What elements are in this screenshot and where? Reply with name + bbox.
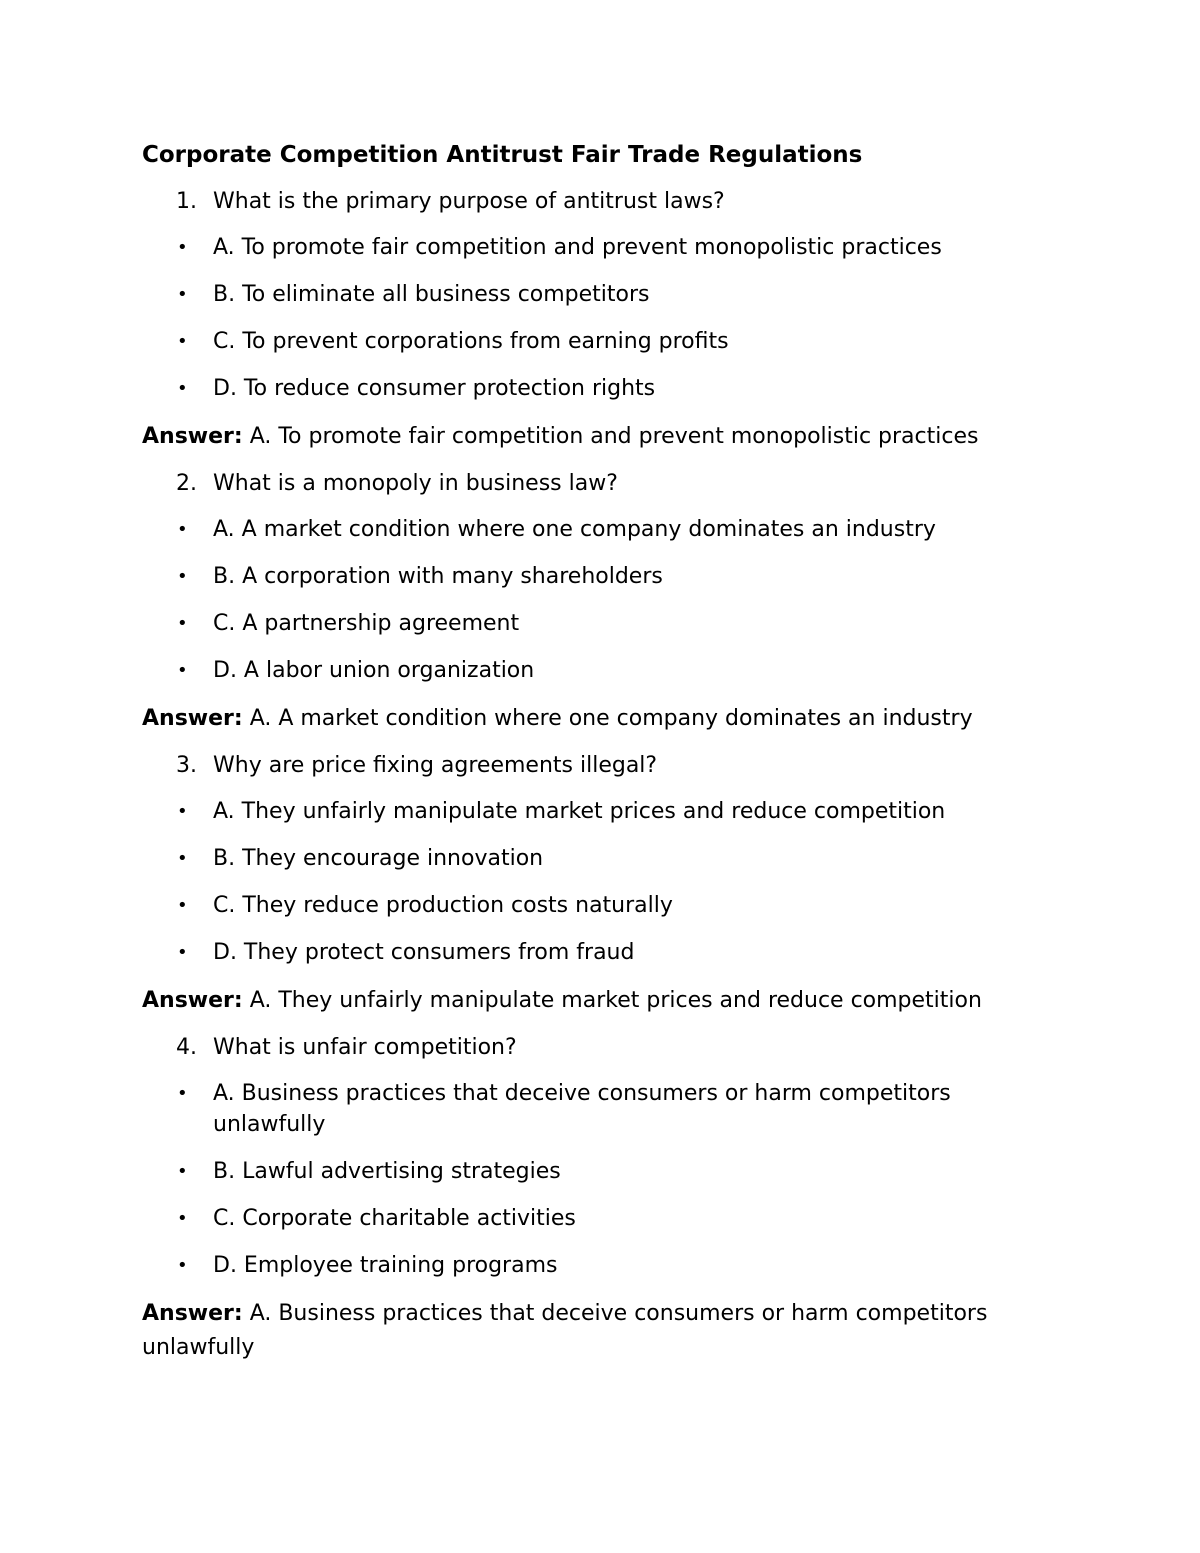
bullet-icon: •	[177, 284, 188, 305]
option	[142, 561, 1062, 592]
option	[142, 796, 1062, 827]
option-text: D. To reduce consumer protection rights	[213, 376, 656, 401]
option-text: B. A corporation with many shareholders	[213, 564, 663, 589]
question-block	[142, 185, 1062, 454]
option	[142, 608, 1062, 639]
answer-line	[142, 420, 1062, 454]
question-block	[142, 749, 1062, 1018]
option	[142, 1156, 1062, 1187]
bullet-icon: •	[177, 519, 188, 540]
question-block	[142, 1031, 1062, 1365]
question-text: What is unfair competition?	[213, 1035, 517, 1060]
answer-text: A. A market condition where one company dominates an industry	[249, 706, 973, 731]
option	[142, 514, 1062, 545]
question-block	[142, 467, 1062, 736]
question	[142, 467, 1062, 501]
option-text: C. They reduce production costs naturally	[213, 893, 673, 918]
option-text: C. Corporate charitable activities	[213, 1206, 576, 1231]
answer-text: A. They unfairly manipulate market prices and reduce competition	[249, 988, 982, 1013]
option-text: B. Lawful advertising strategies	[213, 1159, 561, 1184]
bullet-icon: •	[177, 660, 188, 681]
option-text: A. To promote fair competition and prevent monopolistic practices	[213, 235, 942, 260]
question-number: 4.	[176, 1035, 197, 1060]
option-text: D. Employee training programs	[213, 1253, 558, 1278]
bullet-icon: •	[177, 801, 188, 822]
answer-text: A. To promote fair competition and prevent monopolistic practices	[249, 424, 979, 449]
question-number: 3.	[176, 753, 197, 778]
option-text: A. A market condition where one company dominates an industry	[213, 517, 936, 542]
bullet-icon: •	[177, 613, 188, 634]
question	[142, 185, 1062, 219]
answer-label: Answer:	[142, 424, 243, 449]
answer-label: Answer:	[142, 988, 243, 1013]
option-text: A. They unfairly manipulate market prices and reduce competition	[213, 799, 946, 824]
bullet-icon: •	[177, 895, 188, 916]
bullet-icon: •	[177, 237, 188, 258]
question-number: 2.	[176, 471, 197, 496]
option	[142, 232, 1062, 263]
bullet-icon: •	[177, 848, 188, 869]
bullet-icon: •	[177, 566, 188, 587]
option-text: B. To eliminate all business competitors	[213, 282, 650, 307]
option-text: B. They encourage innovation	[213, 846, 544, 871]
option	[142, 890, 1062, 921]
option	[142, 937, 1062, 968]
option-text: C. To prevent corporations from earning profits	[213, 329, 729, 354]
option	[142, 843, 1062, 874]
option	[142, 373, 1062, 404]
option	[142, 1250, 1062, 1281]
question	[142, 1031, 1062, 1065]
question-text: Why are price fixing agreements illegal?	[213, 753, 658, 778]
bullet-icon: •	[177, 1083, 188, 1104]
option	[142, 1078, 1062, 1140]
bullet-icon: •	[177, 331, 188, 352]
answer-text: A. Business practices that deceive consumers or harm competitors unlawfully	[142, 1301, 988, 1360]
option	[142, 279, 1062, 310]
bullet-icon: •	[177, 378, 188, 399]
document-title: Corporate Competition Antitrust Fair Trade Regulations	[142, 142, 863, 168]
option	[142, 655, 1062, 686]
answer-label: Answer:	[142, 1301, 243, 1326]
question-text: What is a monopoly in business law?	[213, 471, 618, 496]
question	[142, 749, 1062, 783]
answer-label: Answer:	[142, 706, 243, 731]
option-text: A. Business practices that deceive consumers or harm competitors unlawfully	[213, 1081, 951, 1137]
option	[142, 1203, 1062, 1234]
bullet-icon: •	[177, 1208, 188, 1229]
option	[142, 326, 1062, 357]
answer-line	[142, 1297, 1062, 1365]
bullet-icon: •	[177, 1161, 188, 1182]
answer-line	[142, 702, 1062, 736]
option-text: D. They protect consumers from fraud	[213, 940, 635, 965]
option-text: C. A partnership agreement	[213, 611, 520, 636]
question-number: 1.	[176, 189, 197, 214]
question-text: What is the primary purpose of antitrust laws?	[213, 189, 725, 214]
answer-line	[142, 984, 1062, 1018]
bullet-icon: •	[177, 942, 188, 963]
bullet-icon: •	[177, 1255, 188, 1276]
option-text: D. A labor union organization	[213, 658, 535, 683]
document-page	[142, 138, 1062, 1378]
